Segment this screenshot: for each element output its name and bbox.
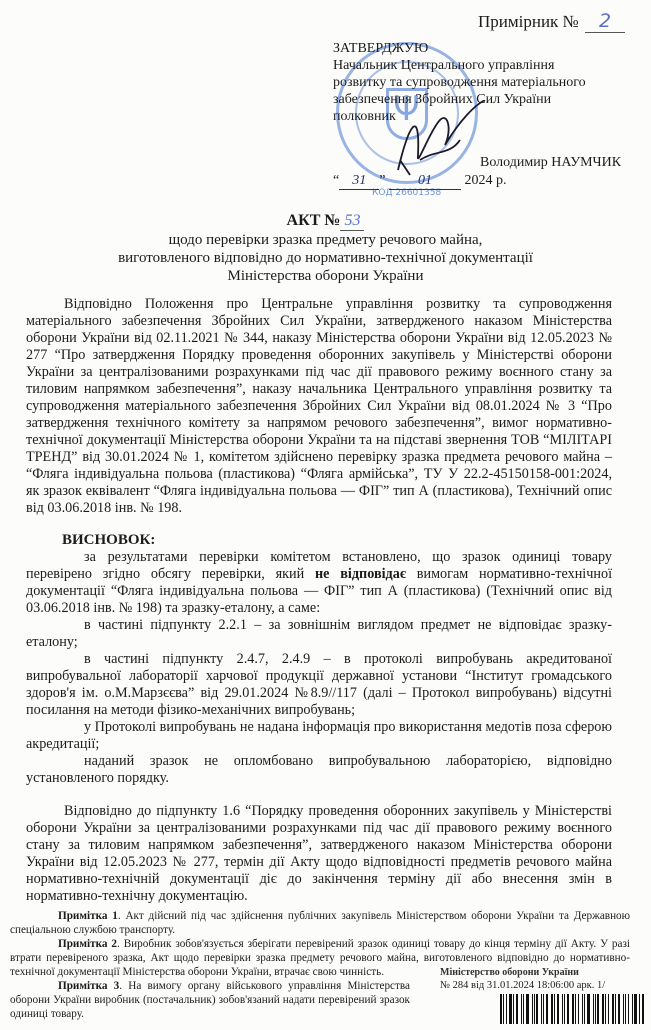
act-title — [0, 212, 651, 285]
barcode-bar — [582, 994, 584, 1024]
barcode-bar — [564, 994, 565, 1024]
approval-block — [333, 40, 633, 188]
note-label: Примітка 1 — [58, 910, 118, 922]
barcode-bar — [532, 994, 533, 1024]
barcode-bar — [534, 994, 535, 1024]
act-subtitle-line: Міністерства оборони України — [227, 268, 424, 284]
act-body — [10, 296, 631, 1021]
barcode-bar — [513, 994, 514, 1024]
approval-rank: полковник — [333, 109, 396, 124]
barcode-bar — [521, 994, 523, 1024]
barcode-bar — [584, 994, 585, 1024]
registration-stamp: № 284 від 31.01.2024 18:06:00 арк. 1/ — [440, 980, 606, 991]
act-label: АКТ № — [286, 212, 341, 229]
barcode-bar — [523, 994, 524, 1024]
intro-paragraph: Відповідно Положення про Центральне управління розвитку та супроводження матеріального забезпечення Збройних Сил України, затвердженого наказом Міністерства оборони України від 02.11.2021 № 344, наказу Міністерства оборони України від 12.05.2023 № 277 “Про затвердження Порядку проведення оборонних закупівель у Міністерстві оборони України за централізованими розрахунками під час дії правового режиму воєнного стану за тиловим напрямком забезпечення”, наказу начальника Центрального управління розвитку та супроводження матеріального забезпечення Збройних Сил України від 08.01.2024 № 3 “Про затвердження технічного комітету за напрямом речового забезпечення”, вимог нормативно-технічної документації Міністерства оборони України та на підставі звернення ТОВ “МІЛІТАРІ ТРЕНД” від 30.01.2024 № 1, комітетом здійснено перевірку зразка предмета речового майна – “Фляга індивідуальна польова (пластикова) “Фляга армійська”, ТУ У 22.2-45150158-001:2024, як зразок еквівалент “Фляга індивідуальна польова — ФІГ” тип А (пластикова), Технічний опис від 03.06.2018 інв. № 198. — [26, 296, 612, 516]
approval-date: “ 31 ” 01 2024 р. — [333, 173, 507, 188]
note-text: . На вимогу органу військового управління Міністерства оборони України виробник (постачальник) зобов'язаний надати перевірений зразок одиниці товару. — [10, 980, 410, 1020]
stamp-code: КОД 26601358 — [372, 188, 442, 198]
barcode-bar — [575, 994, 576, 1024]
registration-block — [440, 967, 645, 1024]
barcode-bar — [602, 994, 604, 1024]
registration-org: Міністерство оборони України — [440, 967, 579, 978]
barcode-bar — [551, 994, 554, 1024]
date-month: 01 — [389, 172, 461, 190]
date-year: 2024 р. — [464, 173, 507, 188]
validity-paragraph: Відповідно до підпункту 1.6 “Порядку проведення оборонних закупівель у Міністерстві оборони України за централізованими розрахунками під час дії правового режиму воєнного стану за тиловим напрямком забезпечення”, затвердженого наказом Міністерства оборони України від 12.05.2023 № 277, термін дії Акту щодо відповідності предметів речового майна нормативно-технічній документації діє до закінчення терміну дії або внесення змін в нормативно-технічну документацію. — [26, 803, 612, 904]
barcode-icon — [500, 994, 645, 1024]
conclusion-item: наданий зразок не опломбовано випробувальною лабораторією, відповідно установленого порядку. — [26, 753, 612, 786]
note-text: . Виробник зобов'язується зберігати перевірений зразок одиниці товару до кінця терміну дії Акту. У разі втрати перевіреного зразка, Акт щодо перевірки зразка предмету речового майна, виготовленого відповідно до нормативно-технічної документації Міністерства оборони України, втрачає свою чинність. — [10, 938, 630, 978]
barcode-bar — [536, 994, 538, 1024]
barcode-bar — [612, 994, 615, 1024]
copy-number — [478, 10, 625, 33]
barcode-bar — [557, 994, 559, 1024]
barcode-bar — [632, 994, 633, 1024]
barcode-bar — [634, 994, 637, 1024]
note-1 — [10, 909, 630, 937]
conclusion-lead-text: за результатами перевірки комітетом встановлено, що зразок одиниці товару перевірено згідно обсягу перевірки, який — [26, 549, 612, 582]
date-day: 31 — [339, 172, 379, 190]
barcode-bar — [608, 994, 609, 1024]
barcode-bar — [625, 994, 627, 1024]
approval-heading: ЗАТВЕРДЖУЮ — [333, 41, 429, 56]
act-number: 53 — [340, 212, 364, 231]
barcode-bar — [605, 994, 606, 1024]
conclusion-heading: ВИСНОВОК: — [62, 532, 156, 548]
act-heading — [0, 212, 651, 231]
act-subtitle-line: виготовленого відповідно до нормативно-технічної документації — [118, 250, 533, 266]
barcode-bar — [554, 994, 555, 1024]
conclusion-lead — [26, 549, 612, 617]
conclusion-item: в частині підпункту 2.4.7, 2.4.9 – в протоколі випробувань акредитованої випробувальної лабораторії харчової продукції державної установи “Інститут громадського здоров'я ім. о.М.Марзєєва” від 29.01.2024 №8.9//117 (далі – Протокол випробувань) відсутні посилання на методи фізико-механічних випробувань; — [26, 651, 612, 718]
barcode-bar — [546, 994, 548, 1024]
barcode-bar — [526, 994, 529, 1024]
barcode-bar — [543, 994, 544, 1024]
note-label: Примітка 2 — [58, 938, 117, 950]
validity-section — [26, 803, 612, 905]
copy-number-label: Примірник № — [478, 12, 579, 31]
conclusion-verdict: не відповідає — [314, 566, 406, 582]
barcode-bar — [509, 994, 512, 1024]
barcode-bar — [567, 994, 570, 1024]
barcode-bar — [595, 994, 596, 1024]
barcode-bar — [623, 994, 624, 1024]
barcode-bar — [578, 994, 579, 1024]
approval-line: забезпечення Збройних Сил України — [333, 92, 552, 107]
barcode-bar — [541, 994, 542, 1024]
barcode-bar — [503, 994, 504, 1024]
barcode-bar — [618, 994, 620, 1024]
conclusion-item: в частині підпункту 2.2.1 – за зовнішнім виглядом предмет не відповідає зразку-еталону; — [26, 617, 612, 650]
barcode-bar — [516, 994, 518, 1024]
barcode-bar — [506, 994, 507, 1024]
barcode-bar — [562, 994, 563, 1024]
conclusion-lead-text: вимогам нормативно-технічної документації “Фляга індивідуальна польова — ФІГ” тип А (пластикова) (Технічний опис від 03.06.2018 інв. № 198) та зразку-еталону, а саме: — [26, 566, 613, 616]
act-subtitle-line: щодо перевірки зразка предмету речового майна, — [168, 232, 483, 248]
conclusion-section — [26, 549, 612, 787]
barcode-bar — [593, 994, 594, 1024]
barcode-bar — [628, 994, 629, 1024]
barcode-bar — [500, 994, 502, 1024]
approval-line: розвитку та супроводження матеріального — [333, 75, 586, 90]
barcode-bar — [597, 994, 599, 1024]
barcode-bar — [572, 994, 574, 1024]
approval-line: Начальник Центрального управління — [333, 58, 555, 73]
note-label: Примітка 3 — [58, 980, 120, 992]
signer-name: Володимир НАУМЧИК — [480, 155, 622, 170]
intro-section — [26, 296, 612, 517]
barcode-bar — [639, 994, 640, 1024]
conclusion-item: у Протоколі випробувань не надана інформація про використання медотів поза сферою акредитації; — [26, 719, 612, 752]
barcode-bar — [615, 994, 616, 1024]
note-text: . Акт дійсний під час здійснення публічних закупівель Міністерством оборони України та Державною спеціальною службою транспорту. — [10, 910, 631, 936]
barcode-bar — [642, 994, 644, 1024]
barcode-bar — [587, 994, 590, 1024]
copy-number-value: 2 — [585, 10, 625, 33]
